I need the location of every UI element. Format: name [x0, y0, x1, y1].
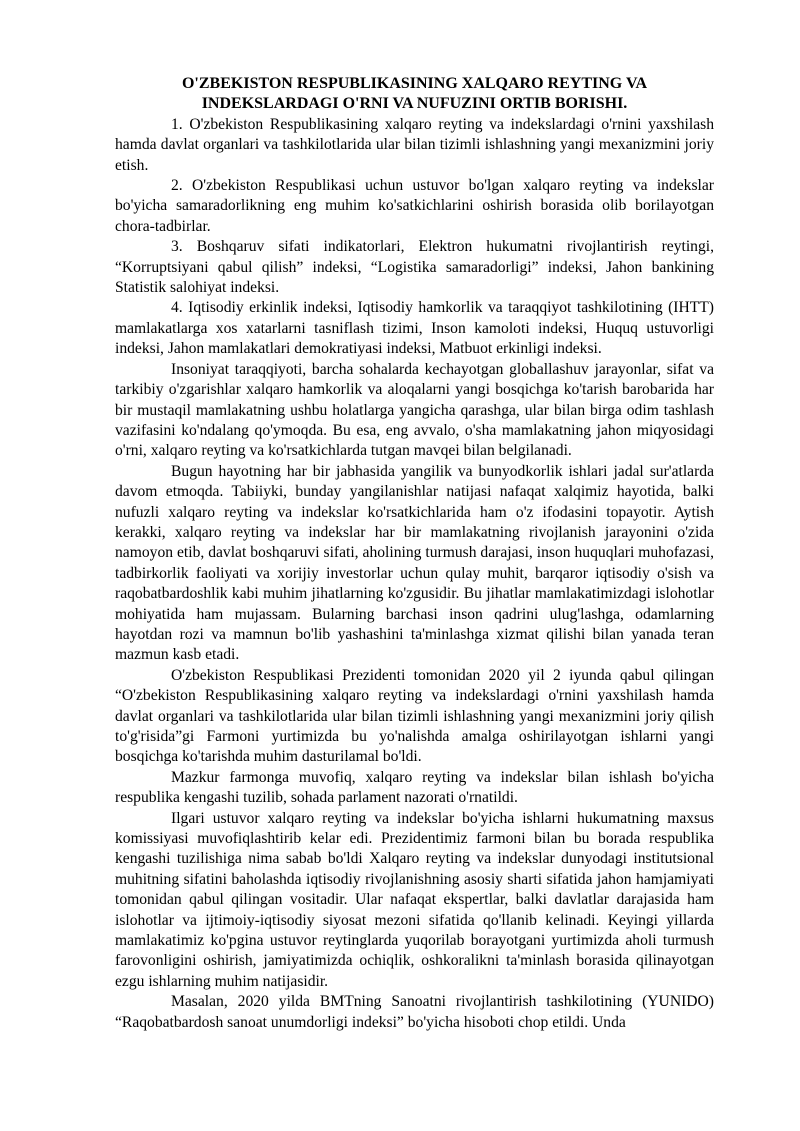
- list-item-1: 1. O'zbekiston Respublikasining xalqaro reyting va indekslardagi o'rnini yaxshilash hamda davlat organlari va tashkilotlarida ular bilan tizimli ishlashning yangi mexanizmini joriy etish.: [115, 115, 714, 174]
- document-title: [115, 74, 714, 115]
- list-item-2: 2. O'zbekiston Respublikasi uchun ustuvor bo'lgan xalqaro reyting va indekslar bo'yicha samaradorlikning eng muhim ko'satkichlarini oshirish borasida olib borilayotgan chora-tadbirlar.: [115, 177, 714, 235]
- body-paragraph-6: Masalan, 2020 yilda BMTning Sanoatni rivojlantirish tashkilotining (YUNIDO) “Raqobatbardosh sanoat unumdorligi indeksi” bo'yicha hisoboti chop etildi. Unda: [115, 993, 714, 1031]
- body-paragraph-5: Ilgari ustuvor xalqaro reyting va indekslar bo'yicha ishlarni hukumatning maxsus komissiyasi muvofiqlashtirib kelar edi. Prezidentimiz farmoni bilan bu borada respublika kengashi tuzilishiga nima sabab bo'ldi Xalqaro reyting va indekslar dunyodagi institutsional muhitning sifatini baholashda iqtisodiy rivojlanishning asosiy sharti sifatida jahon hamjamiyati tomonidan qabul qilingan vositadir. Ular nafaqat ekspertlar, balki davlatlar darajasida ham islohotlar va ijtimoiy-iqtisodiy siyosat mezoni sifatida qo'llanib kelinadi. Keyingi yillarda mamlakatimiz ko'pgina ustuvor reytinglarda yuqorilab borayotgani yurtimizda aholi turmush farovonligini oshirish, jamiyatimizda ochiqlik, oshkoralikni ta'minlash borasida qilinayotgan ezgu ishlarning muhim natijasidir.: [115, 809, 714, 990]
- body-paragraph-3: O'zbekiston Respublikasi Prezidenti tomonidan 2020 yil 2 iyunda qabul qilingan “O'zbekiston Respublikasining xalqaro reyting va indekslardagi o'rnini yaxshilash hamda davlat organlari va tashkilotlarida ular bilan tizimli ishlashning yangi mexanizmini joriy qilish to'g'risida”gi Farmoni yurtimizda bu yo'nalishda amalga oshirilayotgan ishlarni yangi bosqichga ko'tarishda muhim dasturilamal bo'ldi.: [115, 666, 714, 766]
- list-item-3: 3. Boshqaruv sifati indikatorlari, Elektron hukumatni rivojlantirish reytingi, “Korruptsiyani qabul qilish” indeksi, “Logistika samaradorligi” indeksi, Jahon bankining Statistik salohiyat indeksi.: [115, 238, 714, 297]
- body-paragraph-1: Insoniyat taraqqiyoti, barcha sohalarda kechayotgan globallashuv jarayonlar, sifat va tarkibiy o'zgarishlar xalqaro hamkorlik va aloqalarni yangi bosqichga ko'tarish barobarida har bir mustaqil mamlakatning ushbu holatlarga yangicha qarashga, ular bilan birga odim tashlash vazifasini ko'ndalang qo'ymoqda. Bu esa, eng avvalo, o'sha mamlakatning jahon miqyosidagi o'rni, xalqaro reyting va ko'rsatkichlarda tutgan mavqei bilan belgilanadi.: [115, 360, 714, 460]
- title-line-2: INDEKSLARDAGI O'RNI VA NUFUZINI ORTIB BORISHI.: [201, 95, 628, 113]
- body-paragraph-2: Bugun hayotning har bir jabhasida yangilik va bunyodkorlik ishlari jadal sur'atlarda davom etmoqda. Tabiiyki, bunday yangilanishlar natijasi nafaqat xalqimiz hayotida, balki nufuzli xalqaro reyting va indekslar ko'rsatkichlarida ham o'z ifodasini topayotir. Aytish kerakki, xalqaro reyting va indekslar har bir mamlakatning rivojlanish jarayonini o'zida namoyon etib, davlat boshqaruvi sifati, aholining turmush darajasi, inson huquqlari muhofazasi, tadbirkorlik faoliyati va xorijiy investorlar uchun qulay muhit, barqaror iqtisodiy o'sish va raqobatbardoshlik kabi muhim jihatlarning ko'zgusidir. Bu jihatlar mamlakatimizdagi islohotlar mohiyatida ham mujassam. Bularning barchasi inson qadrini ulug'lashga, odamlarning hayotdan rozi va mamnun bo'lib yashashini ta'minlashga xizmat qilishi bilan yanada teran mazmun kasb etadi.: [115, 462, 714, 664]
- title-line-1: O'ZBEKISTON RESPUBLIKASINING XALQARO REYTING VA: [181, 75, 647, 92]
- list-item-4: 4. Iqtisodiy erkinlik indeksi, Iqtisodiy hamkorlik va taraqqiyot tashkilotining (IHTT) mamlakatlarga xos xatarlarni tasniflash tizimi, Inson kamoloti indeksi, Huquq ustuvorligi indeksi, Jahon mamlakatlari demokratiyasi indeksi, Matbuot erkinligi indeksi.: [115, 299, 714, 358]
- body-paragraph-4: Mazkur farmonga muvofiq, xalqaro reyting va indekslar bilan ishlash bo'yicha respublika kengashi tuzilib, sohada parlament nazorati o'rnatildi.: [115, 768, 714, 807]
